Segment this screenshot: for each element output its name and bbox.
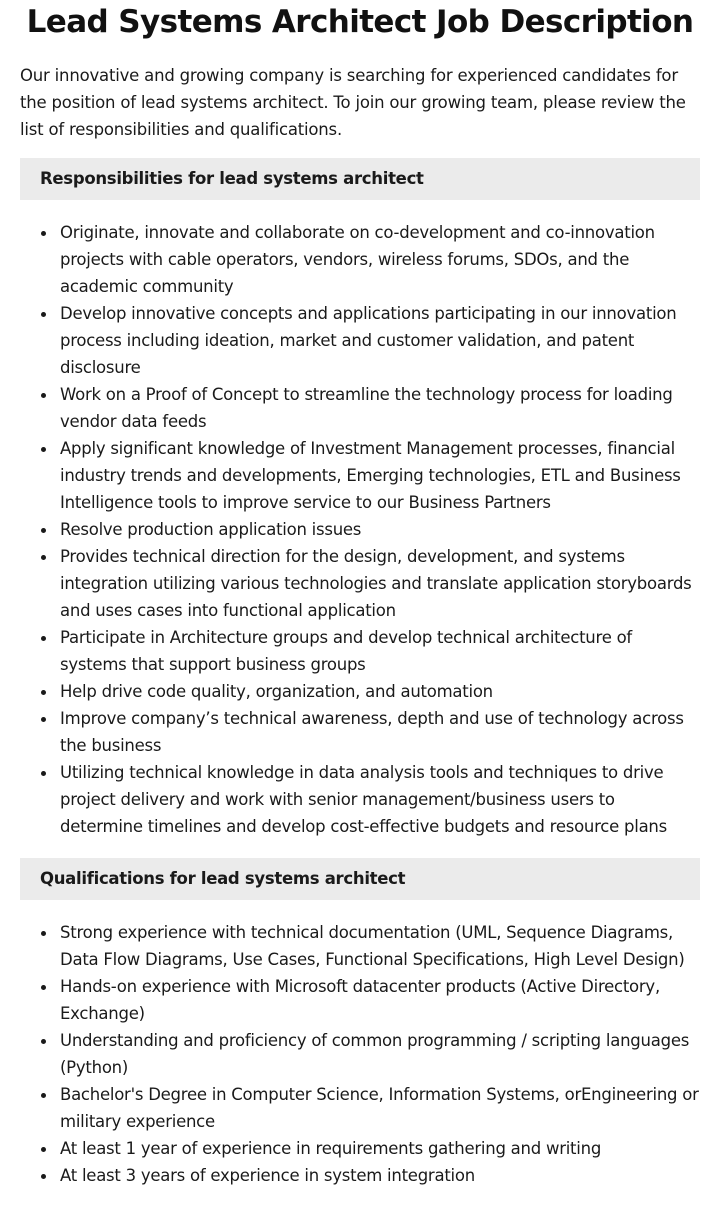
list-item: Work on a Proof of Concept to streamline the technology process for loading vendor data feeds	[60, 381, 700, 435]
list-item: Apply significant knowledge of Investment Management processes, financial industry trends and developments, Emerging technologies, ETL and Business Intelligence tools to improve service to our Business Partners	[60, 435, 700, 516]
list-item: Participate in Architecture groups and develop technical architecture of systems that support business groups	[60, 624, 700, 678]
list-item: Hands-on experience with Microsoft datacenter products (Active Directory, Exchange)	[60, 973, 700, 1027]
list-item: Improve company’s technical awareness, depth and use of technology across the business	[60, 705, 700, 759]
list-item: Resolve production application issues	[60, 516, 700, 543]
responsibilities-header: Responsibilities for lead systems architect	[20, 158, 700, 200]
list-item: Originate, innovate and collaborate on co-development and co-innovation projects with cable operators, vendors, wireless forums, SDOs, and the academic community	[60, 219, 700, 300]
list-item: Help drive code quality, organization, and automation	[60, 678, 700, 705]
list-item: At least 1 year of experience in requirements gathering and writing	[60, 1135, 700, 1162]
qualifications-header: Qualifications for lead systems architect	[20, 858, 700, 900]
list-item: Utilizing technical knowledge in data analysis tools and techniques to drive project delivery and work with senior management/business users to determine timelines and develop cost-effective budgets and resource plans	[60, 759, 700, 840]
list-item: Bachelor's Degree in Computer Science, Information Systems, orEngineering or military experience	[60, 1081, 700, 1135]
intro-paragraph: Our innovative and growing company is searching for experienced candidates for the position of lead systems architect. To join our growing team, please review the list of responsibilities and qualifications.	[20, 66, 686, 139]
list-item: Provides technical direction for the design, development, and systems integration utilizing various technologies and translate application storyboards and uses cases into functional application	[60, 543, 700, 624]
list-item: Develop innovative concepts and applications participating in our innovation process including ideation, market and customer validation, and patent disclosure	[60, 300, 700, 381]
page-title: Lead Systems Architect Job Description	[26, 4, 694, 40]
list-item: Strong experience with technical documentation (UML, Sequence Diagrams, Data Flow Diagrams, Use Cases, Functional Specifications, High Level Design)	[60, 919, 700, 973]
qualifications-list	[20, 919, 700, 1189]
list-item: Understanding and proficiency of common programming / scripting languages (Python)	[60, 1027, 700, 1081]
responsibilities-list	[20, 219, 700, 840]
list-item: At least 3 years of experience in system integration	[60, 1162, 700, 1189]
